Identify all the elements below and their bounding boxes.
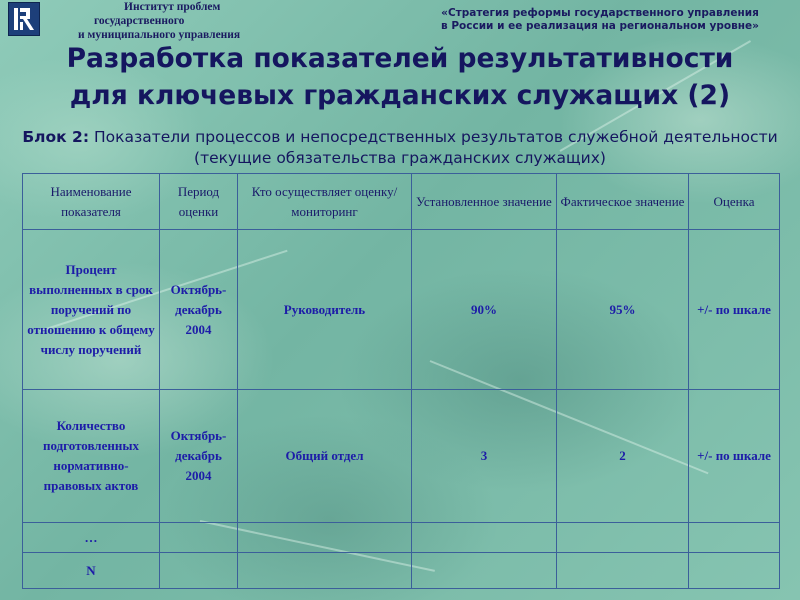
cell-assessment: [689, 553, 780, 589]
header-indicator-name: Наименование показателя: [23, 174, 160, 230]
cell-target-value: 90%: [412, 230, 557, 390]
cell-indicator-name: Количество подготовленных нормативно-правовых актов: [23, 390, 160, 523]
cell-period: Октябрь-декабрь 2004: [160, 230, 238, 390]
table-header-row: [23, 174, 780, 230]
cell-actual-value: [557, 553, 689, 589]
cell-assessment: +/- по шкале: [689, 390, 780, 523]
table-row: [23, 553, 780, 589]
cell-period: Октябрь-декабрь 2004: [160, 390, 238, 523]
cell-target-value: 3: [412, 390, 557, 523]
slide-title-line: Разработка показателей результативности: [66, 43, 734, 74]
slide-title: [0, 40, 800, 114]
table-row: [23, 230, 780, 390]
cell-evaluator: [238, 523, 412, 553]
cell-target-value: [412, 523, 557, 553]
cell-actual-value: 95%: [557, 230, 689, 390]
cell-evaluator: Общий отдел: [238, 390, 412, 523]
cell-indicator-name: N: [23, 553, 160, 589]
block-description: Показатели процессов и непосредственных результатов служебной деятельности (текущие обязательства гражданских служащих): [89, 128, 778, 167]
institute-name: [78, 0, 318, 42]
cell-indicator-name: Процент выполненных в срок поручений по отношению к общему числу поручений: [23, 230, 160, 390]
cell-target-value: [412, 553, 557, 589]
cell-indicator-name: …: [23, 523, 160, 553]
cell-evaluator: Руководитель: [238, 230, 412, 390]
strategy-caption: [402, 7, 798, 33]
table-row: [23, 390, 780, 523]
cell-period: [160, 553, 238, 589]
institute-logo: [8, 2, 40, 36]
header-actual-value: Фактическое значение: [557, 174, 689, 230]
block-label: Блок 2:: [22, 128, 90, 146]
indicators-table: [22, 173, 780, 589]
block-subtitle: [0, 127, 800, 169]
strategy-caption-line: в России и ее реализация на региональном уровне»: [441, 20, 759, 32]
header-period: Период оценки: [160, 174, 238, 230]
institute-name-line: и муниципального управления: [78, 29, 241, 41]
strategy-caption-line: «Стратегия реформы государственного управления: [441, 7, 759, 19]
table-row: [23, 523, 780, 553]
header-assessment: Оценка: [689, 174, 780, 230]
slide-title-line: для ключевых гражданских служащих (2): [69, 80, 731, 111]
institute-name-line: Институт проблем: [124, 1, 221, 13]
header-target-value: Установленное значение: [412, 174, 557, 230]
cell-period: [160, 523, 238, 553]
header-evaluator: Кто осуществляет оценку/мониторинг: [238, 174, 412, 230]
institute-name-line: государственного: [94, 15, 185, 27]
cell-assessment: [689, 523, 780, 553]
cell-actual-value: 2: [557, 390, 689, 523]
cell-assessment: +/- по шкале: [689, 230, 780, 390]
cell-evaluator: [238, 553, 412, 589]
cell-actual-value: [557, 523, 689, 553]
